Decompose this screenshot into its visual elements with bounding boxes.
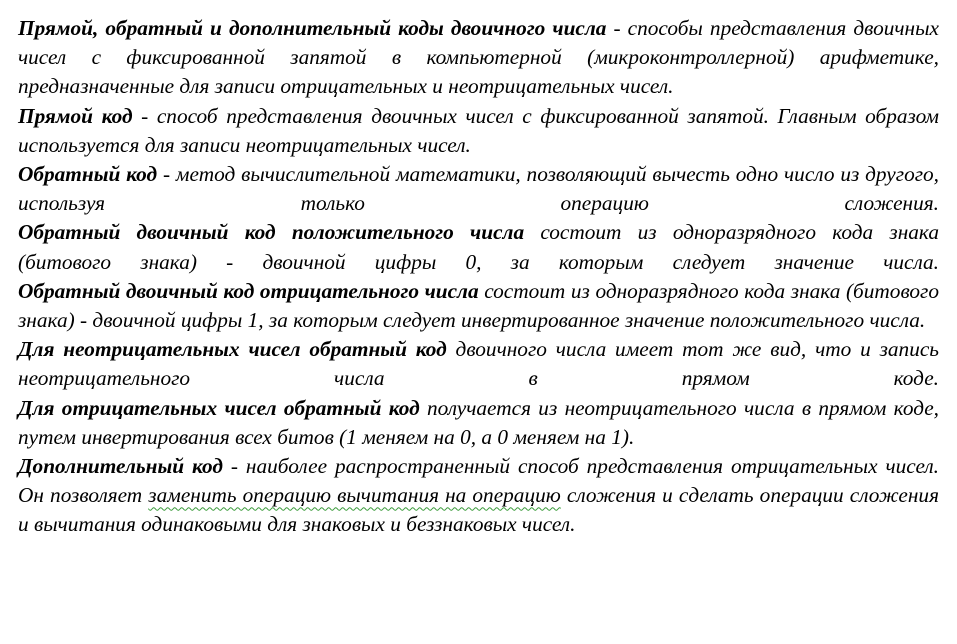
paragraph-text: получается из неотрицательного числа в прямом коде, путем инвертирования всех битов (1 меняем на 0, а 0 меняем на 1). — [18, 395, 940, 449]
term-heading: Обратный двоичный код отрицательного числа — [18, 278, 479, 303]
term-heading: Для отрицательных чисел обратный код — [18, 395, 420, 420]
paragraph-text: - наиболее распространенный способ представления отрицательных чисел. Он позволяет — [18, 454, 940, 508]
paragraph-codes-definition — [18, 14, 939, 102]
paragraph-twos-complement — [18, 452, 939, 540]
term-heading: Обратный двоичный код положительного числа — [18, 220, 525, 245]
paragraph-text: состоит из одноразрядного кода знака (битового знака) - двоичной цифры 0, за которым следует значение числа. — [18, 220, 940, 274]
term-heading: Обратный код — [18, 162, 158, 187]
term-heading: Дополнительный код — [18, 454, 223, 479]
term-heading: Прямой код — [18, 103, 133, 128]
term-heading: Для неотрицательных чисел обратный код — [18, 337, 447, 362]
paragraph-text: состоит из одноразрядного кода знака (битового знака) - двоичной цифры 1, за которым следует инвертированное значение положительного числа. — [18, 278, 940, 333]
paragraph-inverse-positive — [18, 218, 939, 276]
paragraph-nonnegative-inverse — [18, 335, 939, 393]
grammar-marked-text: заменить операцию вычитания на операцию — [148, 483, 561, 508]
paragraph-text: сложения и сделать операции сложения и вычитания одинаковыми для знаковых и беззнаковых чисел. — [18, 483, 939, 537]
paragraph-text: двоичного числа имеет тот же вид, что и запись неотрицательного числа в прямом коде. — [18, 337, 939, 391]
paragraph-text: - способы представления двоичных чисел с фиксированной запятой в компьютерной (микроконтроллерной) арифметике, предназначенные для записи отрицательных и неотрицательных чисел. — [18, 16, 939, 99]
paragraph-direct-code — [18, 102, 939, 160]
paragraph-text: - метод вычислительной математики, позволяющий вычесть одно число из другого, используя только операцию сложения. — [18, 162, 939, 216]
paragraph-inverse-code — [18, 160, 939, 218]
paragraph-inverse-negative — [18, 277, 939, 335]
term-heading: Прямой, обратный и дополнительный коды двоичного числа — [18, 16, 607, 40]
document-body — [18, 14, 939, 540]
paragraph-negative-inverse — [18, 394, 939, 452]
paragraph-text: - способ представления двоичных чисел с фиксированной запятой. Главным образом используется для записи неотрицательных чисел. — [18, 103, 939, 157]
